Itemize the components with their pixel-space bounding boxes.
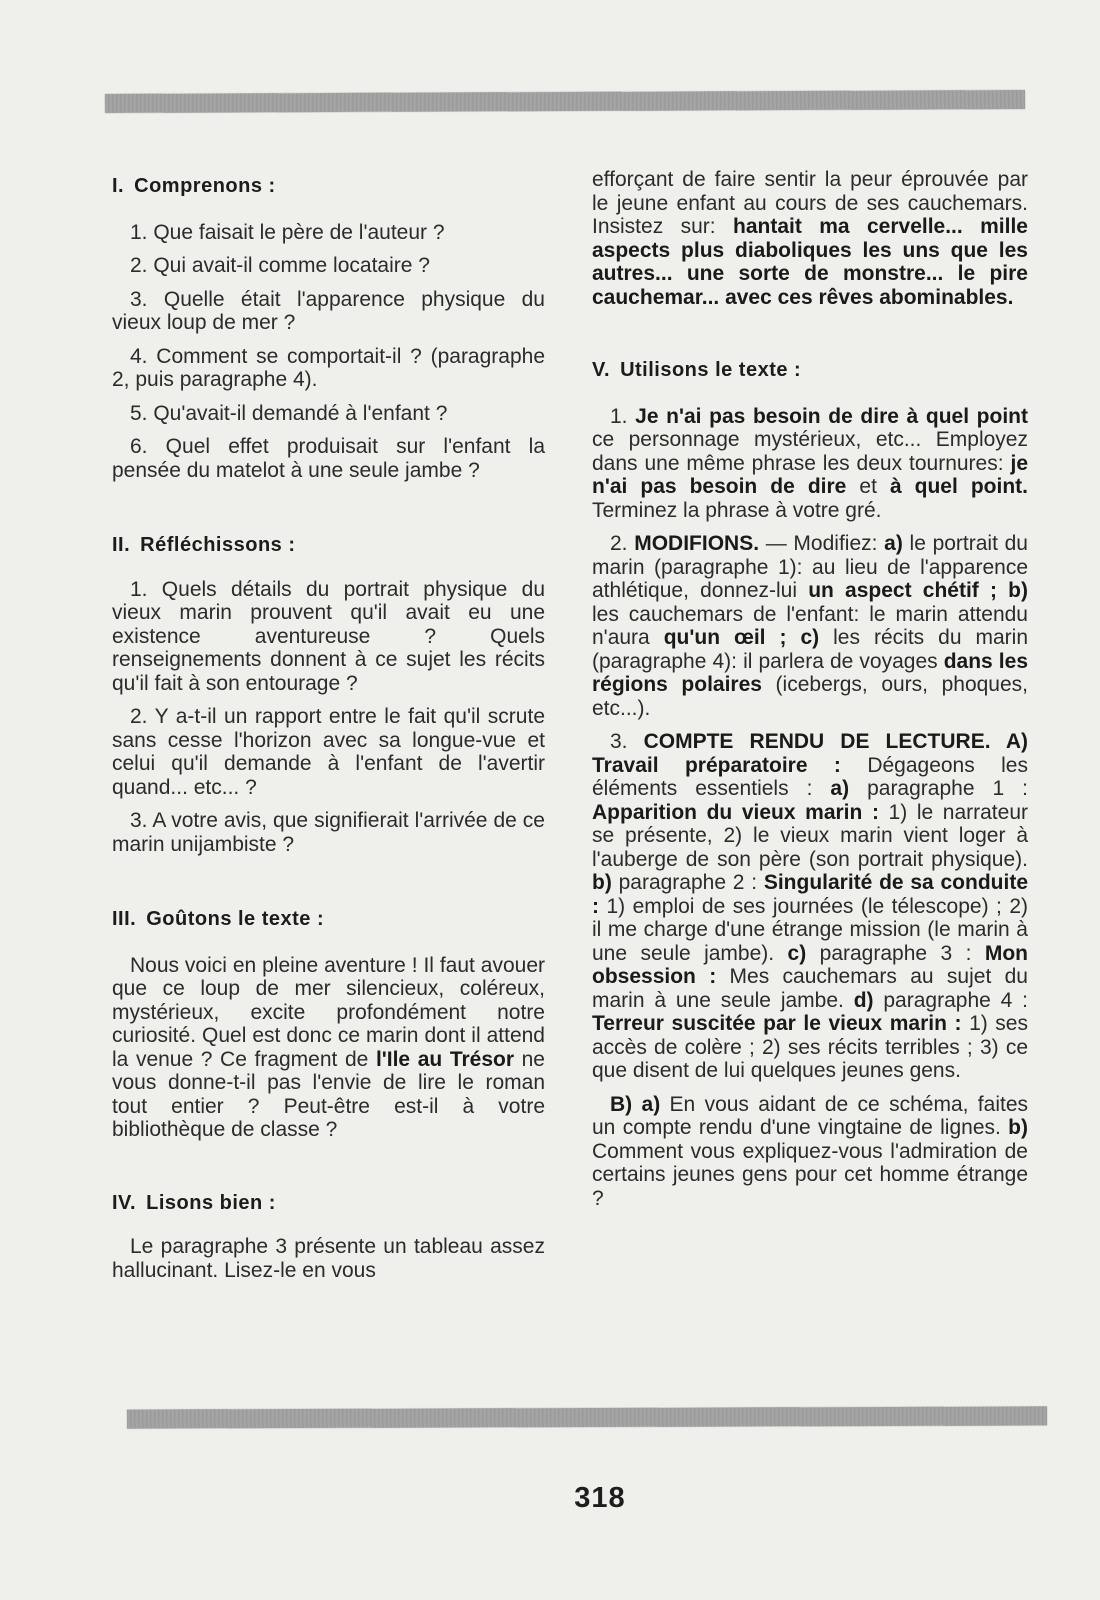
right-column	[592, 168, 1028, 1220]
question-1-6: 6. Quel effet produisait sur l'enfant la pensée du matelot à une seule jambe ?	[112, 435, 545, 482]
question-1-4: 4. Comment se comportait-il ? (paragraphe 2, puis paragraphe 4).	[112, 344, 545, 391]
section-4-paragraph-continued: efforçant de faire sentir la peur éprouvée par le jeune enfant au cours de ses cauchemars. Insistez sur: hantait ma cervelle... mille aspects plus diaboliques les uns que les autres... une sorte de monstre... le pire cauchemar... avec ces rêves abominables.	[592, 168, 1028, 309]
section-5-heading: V. Utilisons le texte :	[592, 359, 802, 381]
question-2-2: 2. Y a-t-il un rapport entre le fait qu'il scrute sans cesse l'horizon avec sa longue-vue et celui qu'il demande à l'enfant de l'avertir quand... etc... ?	[112, 705, 545, 799]
exercise-5-1: 1. Je n'ai pas besoin de dire à quel point ce personnage mystérieux, etc... Employez dans une même phrase les deux tournures: je n'ai pas besoin de dire et à quel point. Terminez la phrase à votre gré.	[592, 404, 1028, 522]
question-1-3: 3. Quelle était l'apparence physique du vieux loup de mer ?	[112, 287, 545, 334]
bottom-rule	[127, 1406, 1047, 1428]
exercise-5-2: 2. MODIFIONS. — Modifiez: a) le portrait du marin (paragraphe 1): au lieu de l'apparence athlétique, donnez-lui un aspect chétif ; b) les cauchemars de l'enfant: le marin attendu n'aura qu'un œil ; c) les récits du marin (paragraphe 4): il parlera de voyages dans les régions polaires (icebergs, ours, phoques, etc...).	[592, 532, 1028, 720]
question-1-2: 2. Qui avait-il comme locataire ?	[130, 254, 430, 277]
question-2-3: 3. A votre avis, que signifierait l'arrivée de ce marin unijambiste ?	[112, 809, 545, 856]
exercise-5-3: 3. COMPTE RENDU DE LECTURE. A) Travail préparatoire : Dégageons les éléments essentiels : a) paragraphe 1 : Apparition du vieux marin : 1) le narrateur se présente, 2) le vieux marin vient loger à l'auberge de son père (son portrait physique). b) paragraphe 2 : Singularité de sa conduite : 1) emploi de ses journées (le télescope) ; 2) il me charge d'une étrange mission (le marin à une seule jambe). c) paragraphe 3 : Mon obsession : Mes cauchemars au sujet du marin à une seule jambe. d) paragraphe 4 : Terreur suscitée par le vieux marin : 1) ses accès de colère ; 2) ses récits terribles ; 3) ce que disent de lui quelques jeunes gens.	[592, 730, 1029, 1082]
question-1-5: 5. Qu'avait-il demandé à l'enfant ?	[130, 401, 448, 425]
section-4-heading: IV. Lisons bien :	[112, 1191, 276, 1214]
section-3-paragraph: Nous voici en pleine aventure ! Il faut avouer que ce loup de mer silencieux, coléreux, mystérieux, excite profondément notre curiosité. Quel est donc ce marin dont il attend la venue ? Ce fragment de l'Ile au Trésor ne vous donne-t-il pas l'envie de lire le roman tout entier ? Peut-être est-il à votre bibliothèque de classe ?	[112, 953, 545, 1141]
section-2-heading: II. Réfléchissons :	[112, 534, 296, 556]
page-number: 318	[574, 1482, 626, 1514]
question-2-1: 1. Quels détails du portrait physique du vieux marin prouvent qu'il avait eu une existence aventureuse ? Quels renseignements donnent à ce sujet les récits qu'il fait à son entourage ?	[112, 577, 545, 695]
question-1-1: 1. Que faisait le père de l'auteur ?	[130, 220, 445, 244]
exercise-5-3-b: B) a) En vous aidant de ce schéma, faites un compte rendu d'une vingtaine de lignes. b) Comment vous expliquez-vous l'admiration de certains jeunes gens pour cet homme étrange ?	[592, 1092, 1028, 1210]
section-4-paragraph-start: Le paragraphe 3 présente un tableau assez hallucinant. Lisez-le en vous	[112, 1235, 545, 1282]
left-column	[112, 175, 545, 1292]
section-3-heading: III. Goûtons le texte :	[112, 908, 325, 930]
section-1-heading: I. Comprenons :	[112, 175, 276, 197]
top-rule	[105, 90, 1025, 113]
